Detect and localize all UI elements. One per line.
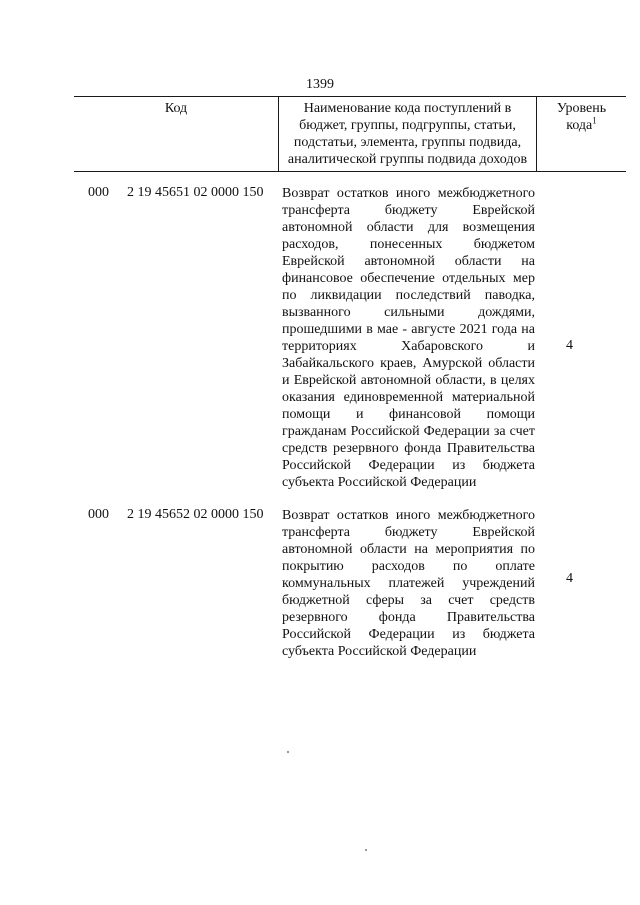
header-level-line2: кода <box>566 118 593 133</box>
header-level-footnote: 1 <box>592 115 597 126</box>
row-code: 2 19 45652 02 0000 150 <box>127 507 264 522</box>
row-level: 4 <box>566 338 573 353</box>
header-code: Код <box>74 97 279 172</box>
row-description: Возврат остатков иного межбюджетного трансферта бюджету Еврейской автономной области для возмещения расходов, понесенных бюджетом Еврейской автономной области на финансовое обеспечение отдельных мер по ликвидации последствий паводка, вызванного сильными дождями, прошедшими в мае - августе 2021 года на территориях Хабаровского и Забайкальского краев, Амурской области и Еврейской автономной области, в целях оказания единовременной материальной помощи и финансовой помощи гражданам Российской Федерации за счет средств резервного фонда Правительства Российской Федерации из бюджета субъекта Российской Федерации <box>282 186 535 490</box>
row-code: 2 19 45651 02 0000 150 <box>127 185 264 200</box>
scan-speck <box>365 849 367 851</box>
row-description: Возврат остатков иного межбюджетного трансферта бюджету Еврейской автономной области на мероприятия по покрытию расходов по оплате коммунальных платежей учреждений бюджетной сферы за счет средств резервного фонда Правительства Российской Федерации из бюджета субъекта Российской Федерации <box>282 508 535 659</box>
header-level <box>537 97 627 172</box>
scan-speck <box>287 751 289 753</box>
table-header <box>74 96 626 172</box>
row-level: 4 <box>566 571 573 586</box>
header-name: Наименование кода поступлений в бюджет, группы, подгруппы, статьи, подстатьи, элемента, группы подвида, аналитической группы подвида доходов <box>279 97 537 172</box>
page-number: 1399 <box>306 77 334 92</box>
row-prefix: 000 <box>88 185 109 200</box>
header-level-line1: Уровень <box>556 101 607 116</box>
row-prefix: 000 <box>88 507 109 522</box>
